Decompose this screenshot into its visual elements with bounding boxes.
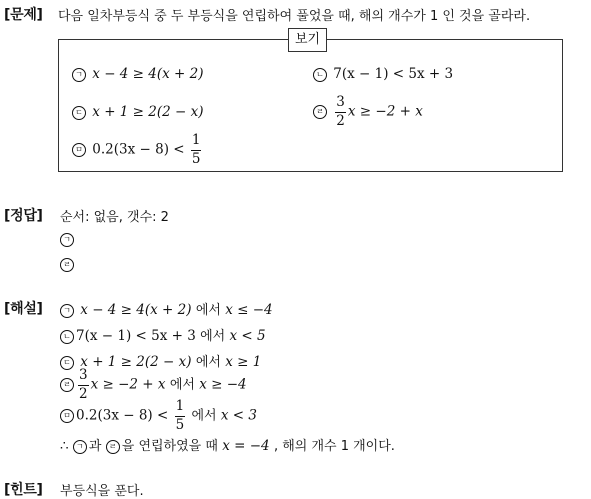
marker-e-icon: ㅁ: [60, 409, 74, 423]
option-e: [72, 134, 203, 166]
marker-d-icon: ㄹ: [60, 378, 74, 392]
option-a-expr: x − 4 ≥ 4(x + 2): [92, 66, 204, 82]
answer-label: [정답]: [4, 208, 43, 224]
marker-a-icon: ㄱ: [60, 304, 74, 318]
line-a-ineq: x − 4 ≥ 4(x + 2): [80, 302, 192, 318]
answer-text: 순서: 없음, 갯수: 2: [60, 210, 169, 225]
therefore-symbol: ∴: [60, 438, 69, 454]
line-e-solution: x < 3: [220, 407, 258, 424]
explanation-line-d: [60, 369, 247, 401]
explanation-label: [해설]: [4, 301, 43, 317]
option-c-expr: x + 1 ≥ 2(2 − x): [92, 104, 204, 120]
example-box-title: 보기: [288, 28, 327, 52]
line-d-ineq: x ≥ −2 + x: [90, 376, 166, 393]
line-b-connector: 에서: [200, 329, 226, 344]
line-e-fraction: $\frac{1}{5}$: [175, 398, 185, 433]
line-a-connector: 에서: [195, 303, 221, 318]
line-c-solution: x ≥ 1: [225, 354, 262, 370]
hint-label: [힌트]: [4, 482, 43, 498]
marker-d-icon: ㄹ: [106, 440, 120, 454]
explanation-line-c: [60, 351, 261, 370]
marker-a-icon: ㄱ: [72, 68, 86, 82]
explanation-line-a: [60, 299, 273, 318]
line-d-fraction: $\frac{3}{2}$: [79, 367, 88, 402]
problem-text: 다음 일차부등식 중 두 부등식을 연립하여 풀었을 때, 해의 개수가 1 인 것을 골라라.: [58, 9, 531, 24]
answer-item-2: [60, 256, 76, 272]
option-b: [313, 66, 453, 82]
line-d-solution: x ≥ −4: [199, 376, 247, 393]
option-e-expr: 0.2(3x − 8) <: [92, 141, 185, 158]
answer-item-1: [60, 231, 76, 247]
marker-b-icon: ㄴ: [313, 68, 327, 82]
line-b-ineq: 7(x − 1) < 5x + 3: [76, 328, 196, 344]
marker-e-icon: ㅁ: [72, 143, 86, 157]
line-b-solution: x < 5: [229, 328, 266, 344]
line-c-connector: 에서: [195, 355, 221, 370]
marker-a-icon: ㄱ: [73, 440, 87, 454]
marker-d-icon: ㄹ: [313, 105, 327, 119]
hint-text: 부등식을 푼다.: [60, 484, 144, 499]
line-d-connector: 에서: [169, 377, 195, 393]
conclusion-equation: x = −4: [222, 438, 270, 454]
marker-b-icon: ㄴ: [60, 330, 74, 344]
line-c-ineq: x + 1 ≥ 2(2 − x): [80, 354, 192, 370]
marker-c-icon: ㄷ: [72, 106, 86, 120]
conclusion-pre: 과: [88, 439, 102, 454]
option-a: [72, 66, 204, 82]
line-a-solution: x ≤ −4: [225, 302, 273, 318]
option-e-fraction: $\frac{1}{5}$: [191, 132, 201, 167]
option-c: [72, 104, 204, 120]
option-d: [313, 96, 423, 128]
option-b-expr: 7(x − 1) < 5x + 3: [333, 66, 454, 82]
marker-c-icon: ㄷ: [60, 356, 74, 370]
line-e-connector: 에서: [191, 408, 217, 424]
conclusion-post: , 해의 개수 1 개이다.: [273, 439, 395, 454]
explanation-line-e: [60, 400, 257, 432]
problem-label: [문제]: [4, 7, 43, 23]
option-d-expr: x ≥ −2 + x: [347, 103, 423, 120]
option-d-fraction: $\frac{3}{2}$: [336, 94, 345, 129]
conclusion-mid: 을 연립하였을 때: [121, 439, 218, 454]
line-e-ineq: 0.2(3x − 8) <: [76, 407, 169, 424]
marker-a-icon: ㄱ: [60, 233, 74, 247]
explanation-line-b: [60, 325, 266, 344]
marker-d-icon: ㄹ: [60, 258, 74, 272]
explanation-conclusion: [60, 435, 395, 454]
